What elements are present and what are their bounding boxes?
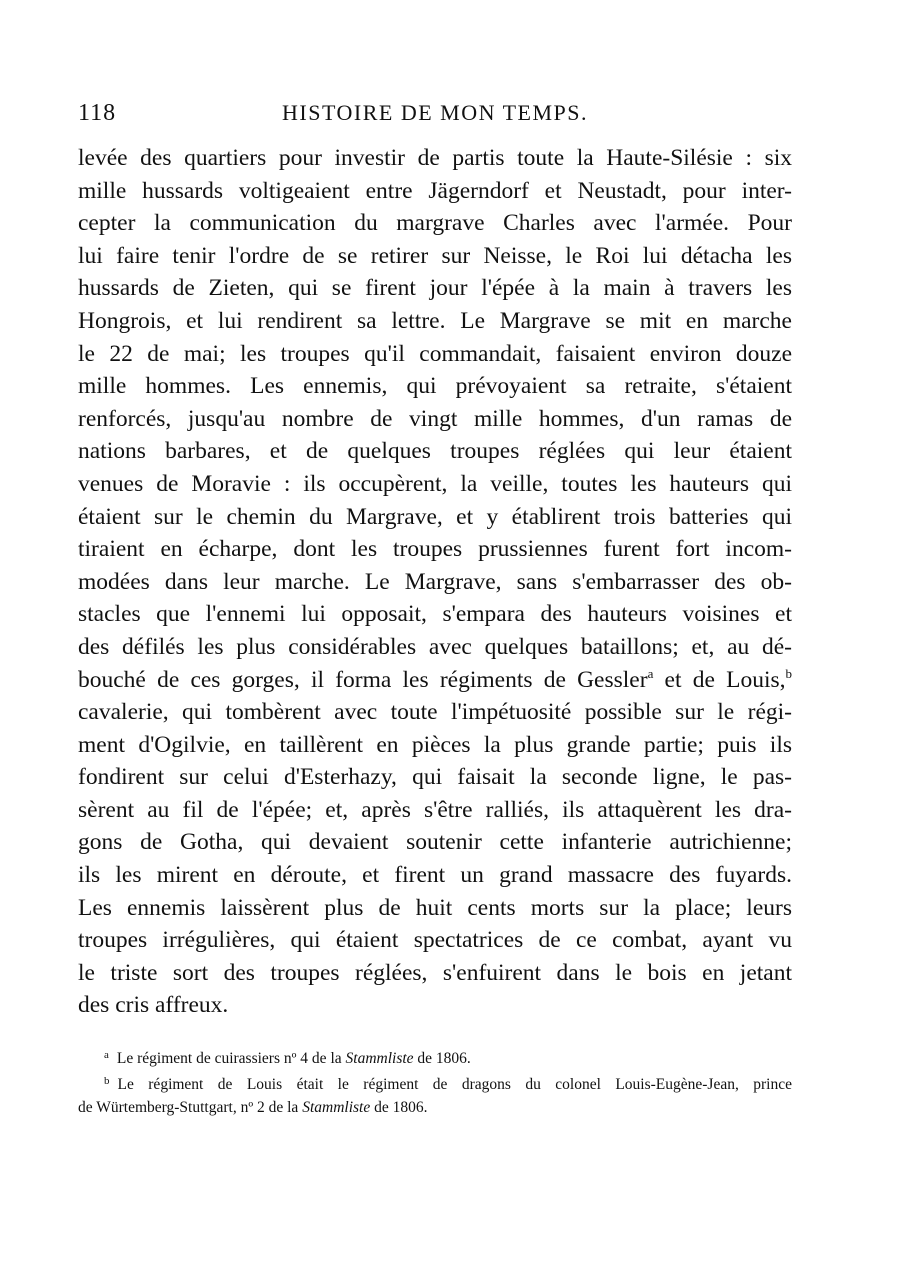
footnote-a — [78, 1044, 792, 1070]
footnotes — [78, 1044, 792, 1119]
text-line: Hongrois, et lui rendirent sa lettre. Le Margrave se mit en marche — [78, 307, 792, 334]
text-line: levée des quartiers pour investir de partis toute la Haute-Silésie : six — [78, 145, 792, 171]
footnote-italic: Stammliste — [302, 1099, 371, 1116]
page-header — [78, 100, 792, 134]
footnote-text: Le régiment de Louis était le régiment de dragons du colonel Louis-Eugène-Jean, prince — [117, 1076, 792, 1093]
text-line: cavalerie, qui tombèrent avec toute l'impétuosité possible sur le régi- — [78, 699, 792, 726]
text-line: mille hussards voltigeaient entre Jägerndorf et Neustadt, pour inter- — [78, 177, 792, 204]
text-line: mille hommes. Les ennemis, qui prévoyaient sa retraite, s'étaient — [78, 373, 792, 400]
text-line: fondirent sur celui d'Esterhazy, qui faisait la seconde ligne, le pas- — [78, 764, 792, 791]
text-line: troupes irrégulières, qui étaient spectatrices de ce combat, ayant vu — [78, 927, 792, 954]
footnote-text: de 1806. — [413, 1050, 471, 1067]
line-text: bouché de ces gorges, il forma les régiments de Gessler — [78, 666, 648, 693]
footnote-ref-a[interactable]: a — [647, 665, 654, 681]
footnote-italic: Stammliste — [345, 1050, 414, 1067]
footnote-mark: b — [104, 1075, 110, 1087]
text-line: gons de Gotha, qui devaient soutenir cette infanterie autrichienne; — [78, 829, 792, 856]
text-line: venues de Moravie : ils occupèrent, la veille, toutes les hauteurs qui — [78, 470, 792, 497]
footnote-text: de Würtemberg-Stuttgart, nº 2 de la — [78, 1099, 303, 1116]
text-line-with-footnote-refs — [78, 664, 792, 697]
text-line: Les ennemis laissèrent plus de huit cents morts sur la place; leurs — [78, 894, 792, 921]
text-line: ils les mirent en déroute, et firent un grand massacre des fuyards. — [78, 862, 792, 889]
text-line: cepter la communication du margrave Charles avec l'armée. Pour — [78, 210, 792, 237]
text-line: le triste sort des troupes réglées, s'enfuirent dans le bois en jetant — [78, 959, 792, 986]
text-line: des cris affreux. — [78, 992, 229, 1019]
footnote-text: Le régiment de cuirassiers nº 4 de la — [116, 1050, 346, 1067]
line-text: et de Louis, — [653, 666, 786, 693]
text-line: des défilés les plus considérables avec quelques bataillons; et, au dé- — [78, 633, 792, 660]
text-line: tiraient en écharpe, dont les troupes prussiennes furent fort incom- — [78, 536, 792, 563]
text-line: stacles que l'ennemi lui opposait, s'empara des hauteurs voisines et — [78, 601, 792, 628]
footnote-ref-b[interactable]: b — [785, 665, 793, 681]
text-line: sèrent au fil de l'épée; et, après s'être ralliés, ils attaquèrent les dra- — [78, 796, 792, 823]
text-line: le 22 de mai; les troupes qu'il commandait, faisaient environ douze — [78, 340, 792, 367]
footnote-mark: a — [104, 1049, 109, 1061]
text-line: ment d'Ogilvie, en taillèrent en pièces la plus grande partie; puis ils — [78, 731, 792, 758]
page-number: 118 — [78, 100, 117, 126]
text-line: modées dans leur marche. Le Margrave, sans s'embarrasser des ob- — [78, 568, 792, 595]
footnote-text: de 1806. — [370, 1099, 428, 1116]
footnote-b-line1 — [78, 1070, 792, 1096]
running-title: HISTOIRE DE MON TEMPS. — [282, 100, 588, 125]
text-line: nations barbares, et de quelques troupes réglées qui leur étaient — [78, 438, 792, 465]
text-line: lui faire tenir l'ordre de se retirer sur Neisse, le Roi lui détacha les — [78, 242, 792, 269]
footnote-b-line2 — [78, 1096, 792, 1119]
text-line: hussards de Zieten, qui se firent jour l'épée à la main à travers les — [78, 275, 792, 302]
text-line: renforcés, jusqu'au nombre de vingt mille hommes, d'un ramas de — [78, 405, 792, 432]
text-line: étaient sur le chemin du Margrave, et y établirent trois batteries qui — [78, 503, 792, 530]
body-text — [78, 142, 792, 1022]
